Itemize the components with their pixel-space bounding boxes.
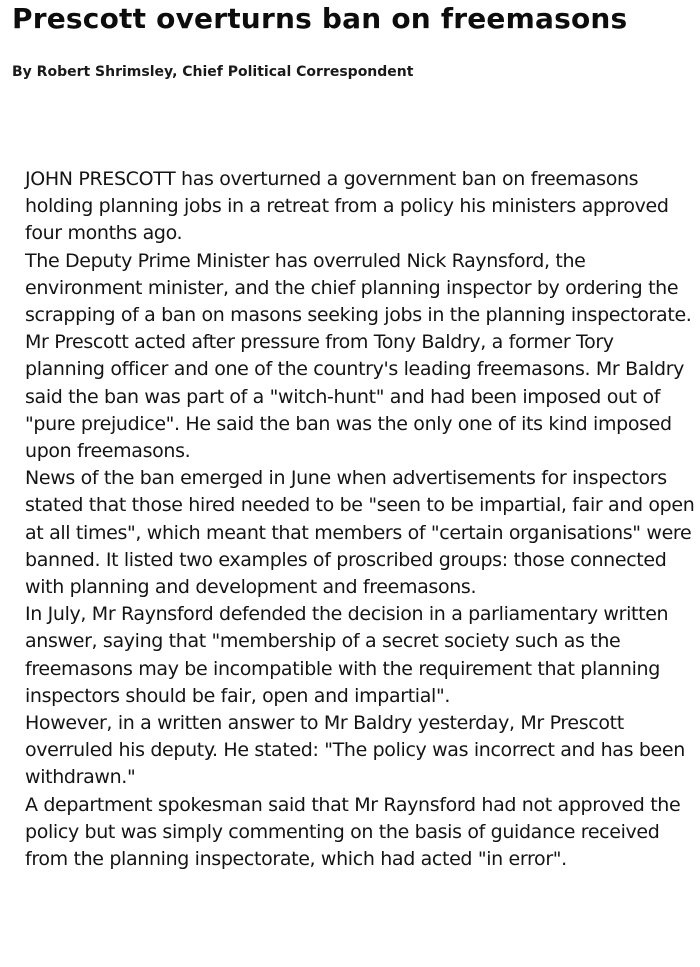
paragraph-5: In July, Mr Raynsford defended the decision in a parliamentary written answer, saying that "membership of a secret society such as the freemasons may be incompatible with the requirement that planning inspectors should be fair, open and impartial". (25, 603, 669, 707)
byline: By Robert Shrimsley, Chief Political Correspondent (12, 64, 414, 80)
paragraph-2: The Deputy Prime Minister has overruled Nick Raynsford, the environment minister, and the chief planning inspector by ordering the scrapping of a ban on masons seeking jobs in the planning inspectorate. (25, 249, 692, 327)
article-body (25, 166, 697, 873)
paragraph-4: News of the ban emerged in June when advertisements for inspectors stated that those hired needed to be "seen to be impartial, fair and open at all times", which meant that members of "certain organisations" were banned. It listed two examples of proscribed groups: those connected with planning and development and freemasons. (25, 467, 695, 599)
paragraph-6: However, in a written answer to Mr Baldry yesterday, Mr Prescott overruled his deputy. He stated: "The policy was incorrect and has been withdrawn." (25, 712, 685, 789)
paragraph-1: JOHN PRESCOTT has overturned a government ban on freemasons holding planning jobs in a retreat from a policy his ministers approved four months ago. (25, 168, 669, 245)
headline: Prescott overturns ban on freemasons (12, 2, 628, 35)
paragraph-3: Mr Prescott acted after pressure from Tony Baldry, a former Tory planning officer and one of the country's leading freemasons. Mr Baldry said the ban was part of a "witch-hunt" and had been imposed out of "pure prejudice". He said the ban was the only one of its kind imposed upon freemasons. (25, 331, 685, 463)
paragraph-7: A department spokesman said that Mr Raynsford had not approved the policy but was simply commenting on the basis of guidance received from the planning inspectorate, which had acted "in error". (25, 793, 681, 871)
